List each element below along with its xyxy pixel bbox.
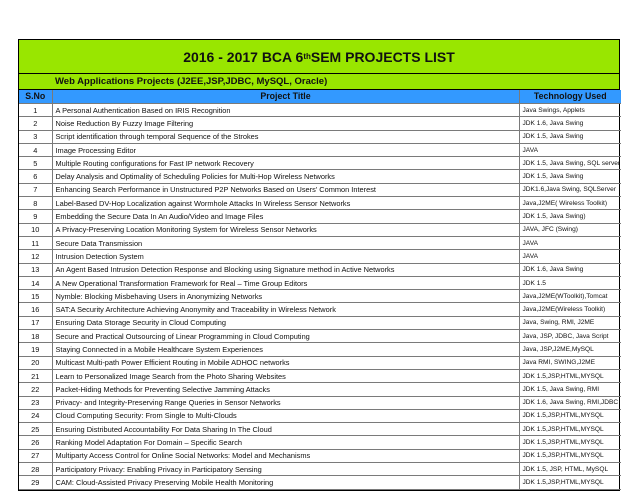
project-title: Embedding the Secure Data In An Audio/Video and Image Files xyxy=(52,210,519,223)
technology-used: JAVA xyxy=(519,143,621,156)
table-row xyxy=(19,303,621,316)
table-row xyxy=(19,250,621,263)
table-row xyxy=(19,343,621,356)
row-number: 23 xyxy=(19,396,52,409)
row-number: 29 xyxy=(19,476,52,489)
row-number: 4 xyxy=(19,143,52,156)
technology-used: JDK 1.5, JSP, HTML, MySQL xyxy=(519,463,621,476)
project-title: Noise Reduction By Fuzzy Image Filtering xyxy=(52,117,519,130)
row-number: 24 xyxy=(19,409,52,422)
page-title xyxy=(19,40,619,74)
table-row xyxy=(19,449,621,462)
column-header-title: Project Title xyxy=(52,90,519,104)
row-number: 2 xyxy=(19,117,52,130)
row-number: 26 xyxy=(19,436,52,449)
project-title: Ensuring Distributed Accountability For Data Sharing In The Cloud xyxy=(52,423,519,436)
technology-used: JDK 1.5, Java Swing xyxy=(519,170,621,183)
projects-table xyxy=(19,90,621,490)
project-title: An Agent Based Intrusion Detection Response and Blocking using Signature method in Active Networks xyxy=(52,263,519,276)
project-title: Enhancing Search Performance in Unstructured P2P Networks Based on Users' Common Interest xyxy=(52,183,519,196)
project-title: A New Operational Transformation Framework for Real – Time Group Editors xyxy=(52,276,519,289)
table-row xyxy=(19,223,621,236)
table-row xyxy=(19,356,621,369)
project-title: Learn to Personalized Image Search from the Photo Sharing Websites xyxy=(52,369,519,382)
row-number: 22 xyxy=(19,383,52,396)
row-number: 17 xyxy=(19,316,52,329)
technology-used: JDK 1.5, Java Swing, SQL server xyxy=(519,157,621,170)
column-header-sno: S.No xyxy=(19,90,52,104)
table-row xyxy=(19,276,621,289)
technology-used: Java RMI, SWING,J2ME xyxy=(519,356,621,369)
technology-used: Java, JSP, JDBC, Java Script xyxy=(519,330,621,343)
technology-used: JDK 1.5,JSP,HTML,MYSQL xyxy=(519,476,621,489)
project-title: Multiparty Access Control for Online Social Networks: Model and Mechanisms xyxy=(52,449,519,462)
row-number: 16 xyxy=(19,303,52,316)
table-row xyxy=(19,369,621,382)
table-row xyxy=(19,423,621,436)
row-number: 6 xyxy=(19,170,52,183)
row-number: 11 xyxy=(19,236,52,249)
table-row xyxy=(19,436,621,449)
technology-used: JDK 1.5 xyxy=(519,276,621,289)
technology-used: JAVA, JFC (Swing) xyxy=(519,223,621,236)
row-number: 12 xyxy=(19,250,52,263)
table-row xyxy=(19,396,621,409)
technology-used: Java,J2ME( Wireless Toolkit) xyxy=(519,197,621,210)
table-row xyxy=(19,170,621,183)
table-row xyxy=(19,157,621,170)
project-title: Script identification through temporal Sequence of the Strokes xyxy=(52,130,519,143)
technology-used: Java,J2ME(Wireless Toolkit) xyxy=(519,303,621,316)
row-number: 18 xyxy=(19,330,52,343)
row-number: 20 xyxy=(19,356,52,369)
category-heading: Web Applications Projects (J2EE,JSP,JDBC, MySQL, Oracle) xyxy=(19,74,619,90)
table-row xyxy=(19,143,621,156)
row-number: 28 xyxy=(19,463,52,476)
project-title: Label-Based DV-Hop Localization against Wormhole Attacks In Wireless Sensor Networks xyxy=(52,197,519,210)
title-prefix: 2016 - 2017 BCA 6 xyxy=(183,48,304,65)
row-number: 19 xyxy=(19,343,52,356)
project-title: Packet-Hiding Methods for Preventing Selective Jamming Attacks xyxy=(52,383,519,396)
technology-used: JDK 1.5,JSP,HTML,MYSQL xyxy=(519,449,621,462)
project-title: A Personal Authentication Based on IRIS Recognition xyxy=(52,104,519,117)
row-number: 1 xyxy=(19,104,52,117)
row-number: 9 xyxy=(19,210,52,223)
projects-sheet xyxy=(18,39,620,491)
technology-used: Java, JSP,J2ME,MySQL xyxy=(519,343,621,356)
project-title: A Privacy-Preserving Location Monitoring System for Wireless Sensor Networks xyxy=(52,223,519,236)
row-number: 21 xyxy=(19,369,52,382)
table-row xyxy=(19,476,621,489)
row-number: 5 xyxy=(19,157,52,170)
row-number: 7 xyxy=(19,183,52,196)
project-title: Ensuring Data Storage Security in Cloud Computing xyxy=(52,316,519,329)
project-title: Privacy- and Integrity-Preserving Range Queries in Sensor Networks xyxy=(52,396,519,409)
table-row xyxy=(19,316,621,329)
project-title: Multicast Multi-path Power Efficient Routing in Mobile ADHOC networks xyxy=(52,356,519,369)
technology-used: JDK 1.6, Java Swing xyxy=(519,263,621,276)
technology-used: JDK 1.5,JSP,HTML,MYSQL xyxy=(519,409,621,422)
table-row xyxy=(19,330,621,343)
row-number: 14 xyxy=(19,276,52,289)
row-number: 13 xyxy=(19,263,52,276)
project-title: Staying Connected in a Mobile Healthcare System Experiences xyxy=(52,343,519,356)
project-title: Image Processing Editor xyxy=(52,143,519,156)
technology-used: JDK 1.6, Java Swing xyxy=(519,117,621,130)
technology-used: JDK 1.6, Java Swing, RMI,JDBC xyxy=(519,396,621,409)
table-row xyxy=(19,263,621,276)
table-row xyxy=(19,236,621,249)
technology-used: Java Swings, Applets xyxy=(519,104,621,117)
technology-used: JDK 1.5,JSP,HTML,MYSQL xyxy=(519,436,621,449)
project-title: Intrusion Detection System xyxy=(52,250,519,263)
project-title: CAM: Cloud-Assisted Privacy Preserving Mobile Health Monitoring xyxy=(52,476,519,489)
project-title: Cloud Computing Security: From Single to Multi-Clouds xyxy=(52,409,519,422)
table-row xyxy=(19,383,621,396)
technology-used: JDK 1.5, Java Swing, RMI xyxy=(519,383,621,396)
table-row xyxy=(19,463,621,476)
project-title: Participatory Privacy: Enabling Privacy in Participatory Sensing xyxy=(52,463,519,476)
project-title: Multiple Routing configurations for Fast IP network Recovery xyxy=(52,157,519,170)
technology-used: JDK 1.5,JSP,HTML,MYSQL xyxy=(519,369,621,382)
project-title: SAT:A Security Architecture Achieving Anonymity and Traceability in Wireless Network xyxy=(52,303,519,316)
technology-used: JAVA xyxy=(519,236,621,249)
table-row xyxy=(19,210,621,223)
technology-used: JDK 1.5, Java Swing) xyxy=(519,210,621,223)
table-row xyxy=(19,183,621,196)
table-row xyxy=(19,290,621,303)
table-row xyxy=(19,409,621,422)
row-number: 10 xyxy=(19,223,52,236)
technology-used: JAVA xyxy=(519,250,621,263)
row-number: 3 xyxy=(19,130,52,143)
row-number: 25 xyxy=(19,423,52,436)
project-title: Secure Data Transmission xyxy=(52,236,519,249)
table-row xyxy=(19,197,621,210)
row-number: 27 xyxy=(19,449,52,462)
row-number: 8 xyxy=(19,197,52,210)
title-suffix: SEM PROJECTS LIST xyxy=(310,48,455,65)
technology-used: JDK 1.5, Java Swing xyxy=(519,130,621,143)
project-title: Ranking Model Adaptation For Domain – Specific Search xyxy=(52,436,519,449)
table-row xyxy=(19,104,621,117)
column-header-tech: Technology Used xyxy=(519,90,621,104)
project-title: Nymble: Blocking Misbehaving Users in Anonymizing Networks xyxy=(52,290,519,303)
technology-used: Java, Swing, RMI, J2ME xyxy=(519,316,621,329)
technology-used: JDK1.6,Java Swing, SQLServer xyxy=(519,183,621,196)
table-row xyxy=(19,130,621,143)
title-superscript: th xyxy=(303,52,311,61)
technology-used: JDK 1.5,JSP,HTML,MYSQL xyxy=(519,423,621,436)
project-title: Delay Analysis and Optimality of Scheduling Policies for Multi-Hop Wireless Networks xyxy=(52,170,519,183)
table-row xyxy=(19,117,621,130)
row-number: 15 xyxy=(19,290,52,303)
technology-used: Java,J2ME(WToolkit),Tomcat xyxy=(519,290,621,303)
table-header-row xyxy=(19,90,621,104)
project-title: Secure and Practical Outsourcing of Linear Programming in Cloud Computing xyxy=(52,330,519,343)
